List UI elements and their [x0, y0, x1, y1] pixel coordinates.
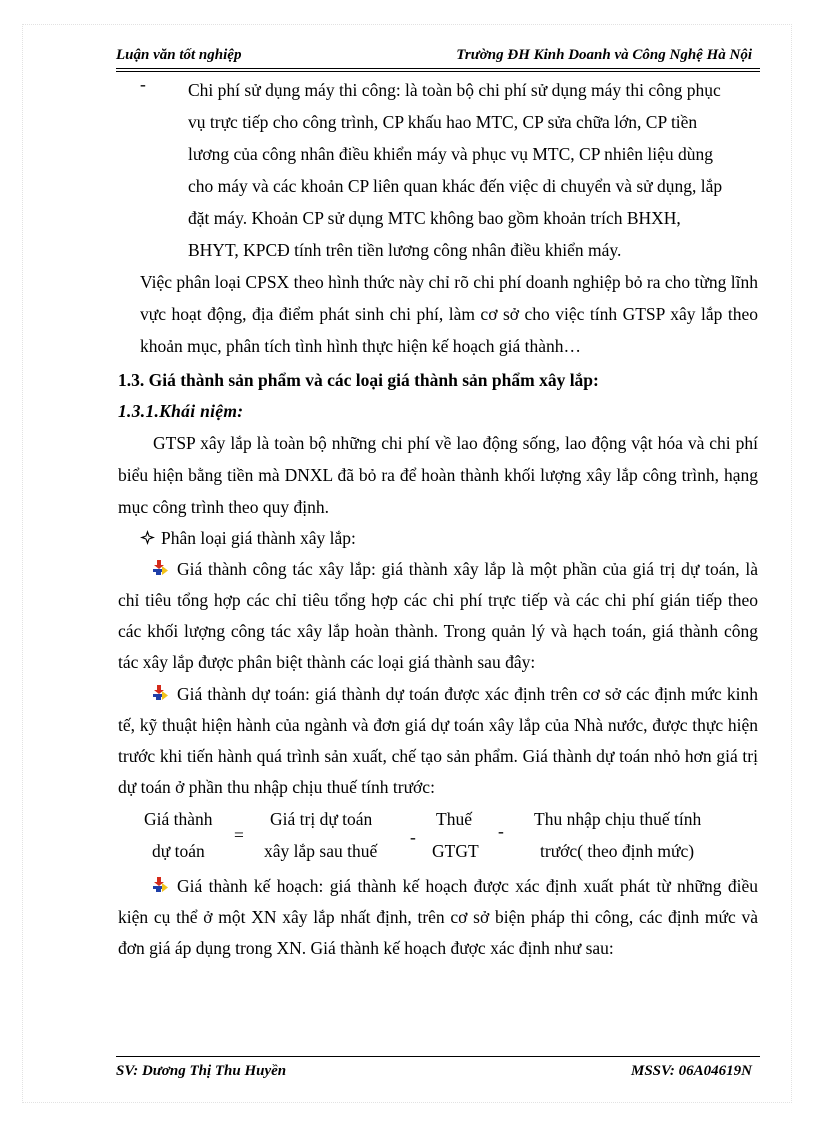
- formula-equals: =: [234, 825, 244, 845]
- paragraph-text: Giá thành dự toán: giá thành dự toán được xác định trên cơ sở các định mức kinh tế, kỹ thuật hiện hành của ngành và đơn giá dự toán xây lắp của Nhà nước, được thực hiện trước khi tiến hành quá trình sản xuất, chế tạo sản phẩm. Giá thành dự toán nhỏ hơn giá trị dự toán ở phần thu nhập chịu thuế tính trước:: [118, 684, 758, 797]
- arrow-bullet-icon: [153, 685, 173, 701]
- bullet-line: BHYT, KPCĐ tính trên tiền lương công nhân điều khiển máy.: [188, 240, 622, 260]
- subsection-heading-1-3-1: 1.3.1.Khái niệm:: [118, 401, 244, 421]
- classification-line: [118, 523, 758, 554]
- paragraph-construction-cost: [118, 554, 758, 678]
- paragraph-text: Giá thành kế hoạch: giá thành kế hoạch được xác định xuất phát từ những điều kiện cụ thể ở một XN xây lắp nhất định, trên cơ sở biện pháp thi công, các định mức và đơn giá áp dụng trong XN. Giá thành kế hoạch được xác định như sau:: [118, 876, 758, 958]
- formula-term3-top: Thu nhập chịu thuế tính: [534, 809, 702, 829]
- footer-student-id: MSSV: 06A04619N: [631, 1063, 752, 1079]
- page-header: [116, 46, 760, 69]
- paragraph-definition: GTSP xây lắp là toàn bộ những chi phí về lao động sống, lao động vật hóa và chi phí biểu hiện bằng tiền mà DNXL đã bỏ ra để hoàn thành khối lượng xây lắp công trình, hạng mục công trình theo quy định.: [118, 433, 758, 517]
- formula-lhs-top: Giá thành: [144, 809, 213, 829]
- footer-student-name: SV: Dương Thị Thu Huyền: [116, 1063, 287, 1079]
- paragraph-estimate-cost: [118, 679, 758, 803]
- classification-text: Phân loại giá thành xây lắp:: [161, 528, 356, 548]
- formula-lhs-bottom: dự toán: [152, 841, 205, 861]
- formula-minus: -: [410, 827, 416, 847]
- bullet-machine-cost: [140, 74, 758, 266]
- arrow-bullet-icon: [153, 560, 173, 576]
- estimate-cost-formula: [118, 805, 758, 871]
- formula-term2-bottom: GTGT: [432, 841, 479, 861]
- header-thesis-label: Luận văn tốt nghiệp: [116, 47, 242, 63]
- formula-minus: -: [498, 821, 504, 841]
- bullet-line: đặt máy. Khoản CP sử dụng MTC không bao gồm khoản trích BHXH,: [188, 208, 681, 228]
- arrow-bullet-icon: [153, 877, 173, 893]
- bullet-line: lương của công nhân điều khiển máy và phục vụ MTC, CP nhiên liệu dùng: [188, 144, 714, 164]
- paragraph-classification-purpose: Việc phân loại CPSX theo hình thức này chỉ rõ chi phí doanh nghiệp bỏ ra cho từng lĩnh vực hoạt động, địa điểm phát sinh chi phí, làm cơ sở cho việc tính GTSP xây lắp theo khoản mục, phân tích tình hình thực hiện kế hoạch giá thành…: [140, 272, 758, 356]
- formula-term1-bottom: xây lắp sau thuế: [264, 841, 378, 861]
- paragraph-text: Giá thành công tác xây lắp: giá thành xây lắp là một phần của giá trị dự toán, là chỉ tiêu tổng hợp các chỉ tiêu tổng hợp các chi phí trực tiếp và các chi phí gián tiếp theo các khối lượng công tác xây lắp hoàn thành. Trong quản lý và hạch toán, giá thành công tác xây lắp được phân biệt thành các loại giá thành sau đây:: [118, 559, 758, 672]
- formula-term3-bottom: trước( theo định mức): [540, 841, 695, 861]
- header-university: Trường ĐH Kinh Doanh và Công Nghệ Hà Nội: [456, 47, 752, 63]
- diamond-bullet-icon: [140, 530, 155, 545]
- bullet-line: vụ trực tiếp cho công trình, CP khấu hao MTC, CP sửa chữa lớn, CP tiền: [188, 112, 698, 132]
- bullet-dash: -: [140, 74, 146, 94]
- page-footer: [116, 1056, 760, 1083]
- formula-term2-top: Thuế: [436, 809, 472, 829]
- section-heading-1-3: 1.3. Giá thành sản phẩm và các loại giá thành sản phẩm xây lắp:: [118, 370, 599, 390]
- paragraph-planned-cost: [118, 871, 758, 964]
- bullet-line: Chi phí sử dụng máy thi công: là toàn bộ chi phí sử dụng máy thi công phục: [188, 80, 721, 100]
- bullet-line: cho máy và các khoản CP liên quan khác đến việc di chuyển và sử dụng, lắp: [188, 176, 723, 196]
- formula-term1-top: Giá trị dự toán: [270, 809, 373, 829]
- document-body: [118, 74, 758, 964]
